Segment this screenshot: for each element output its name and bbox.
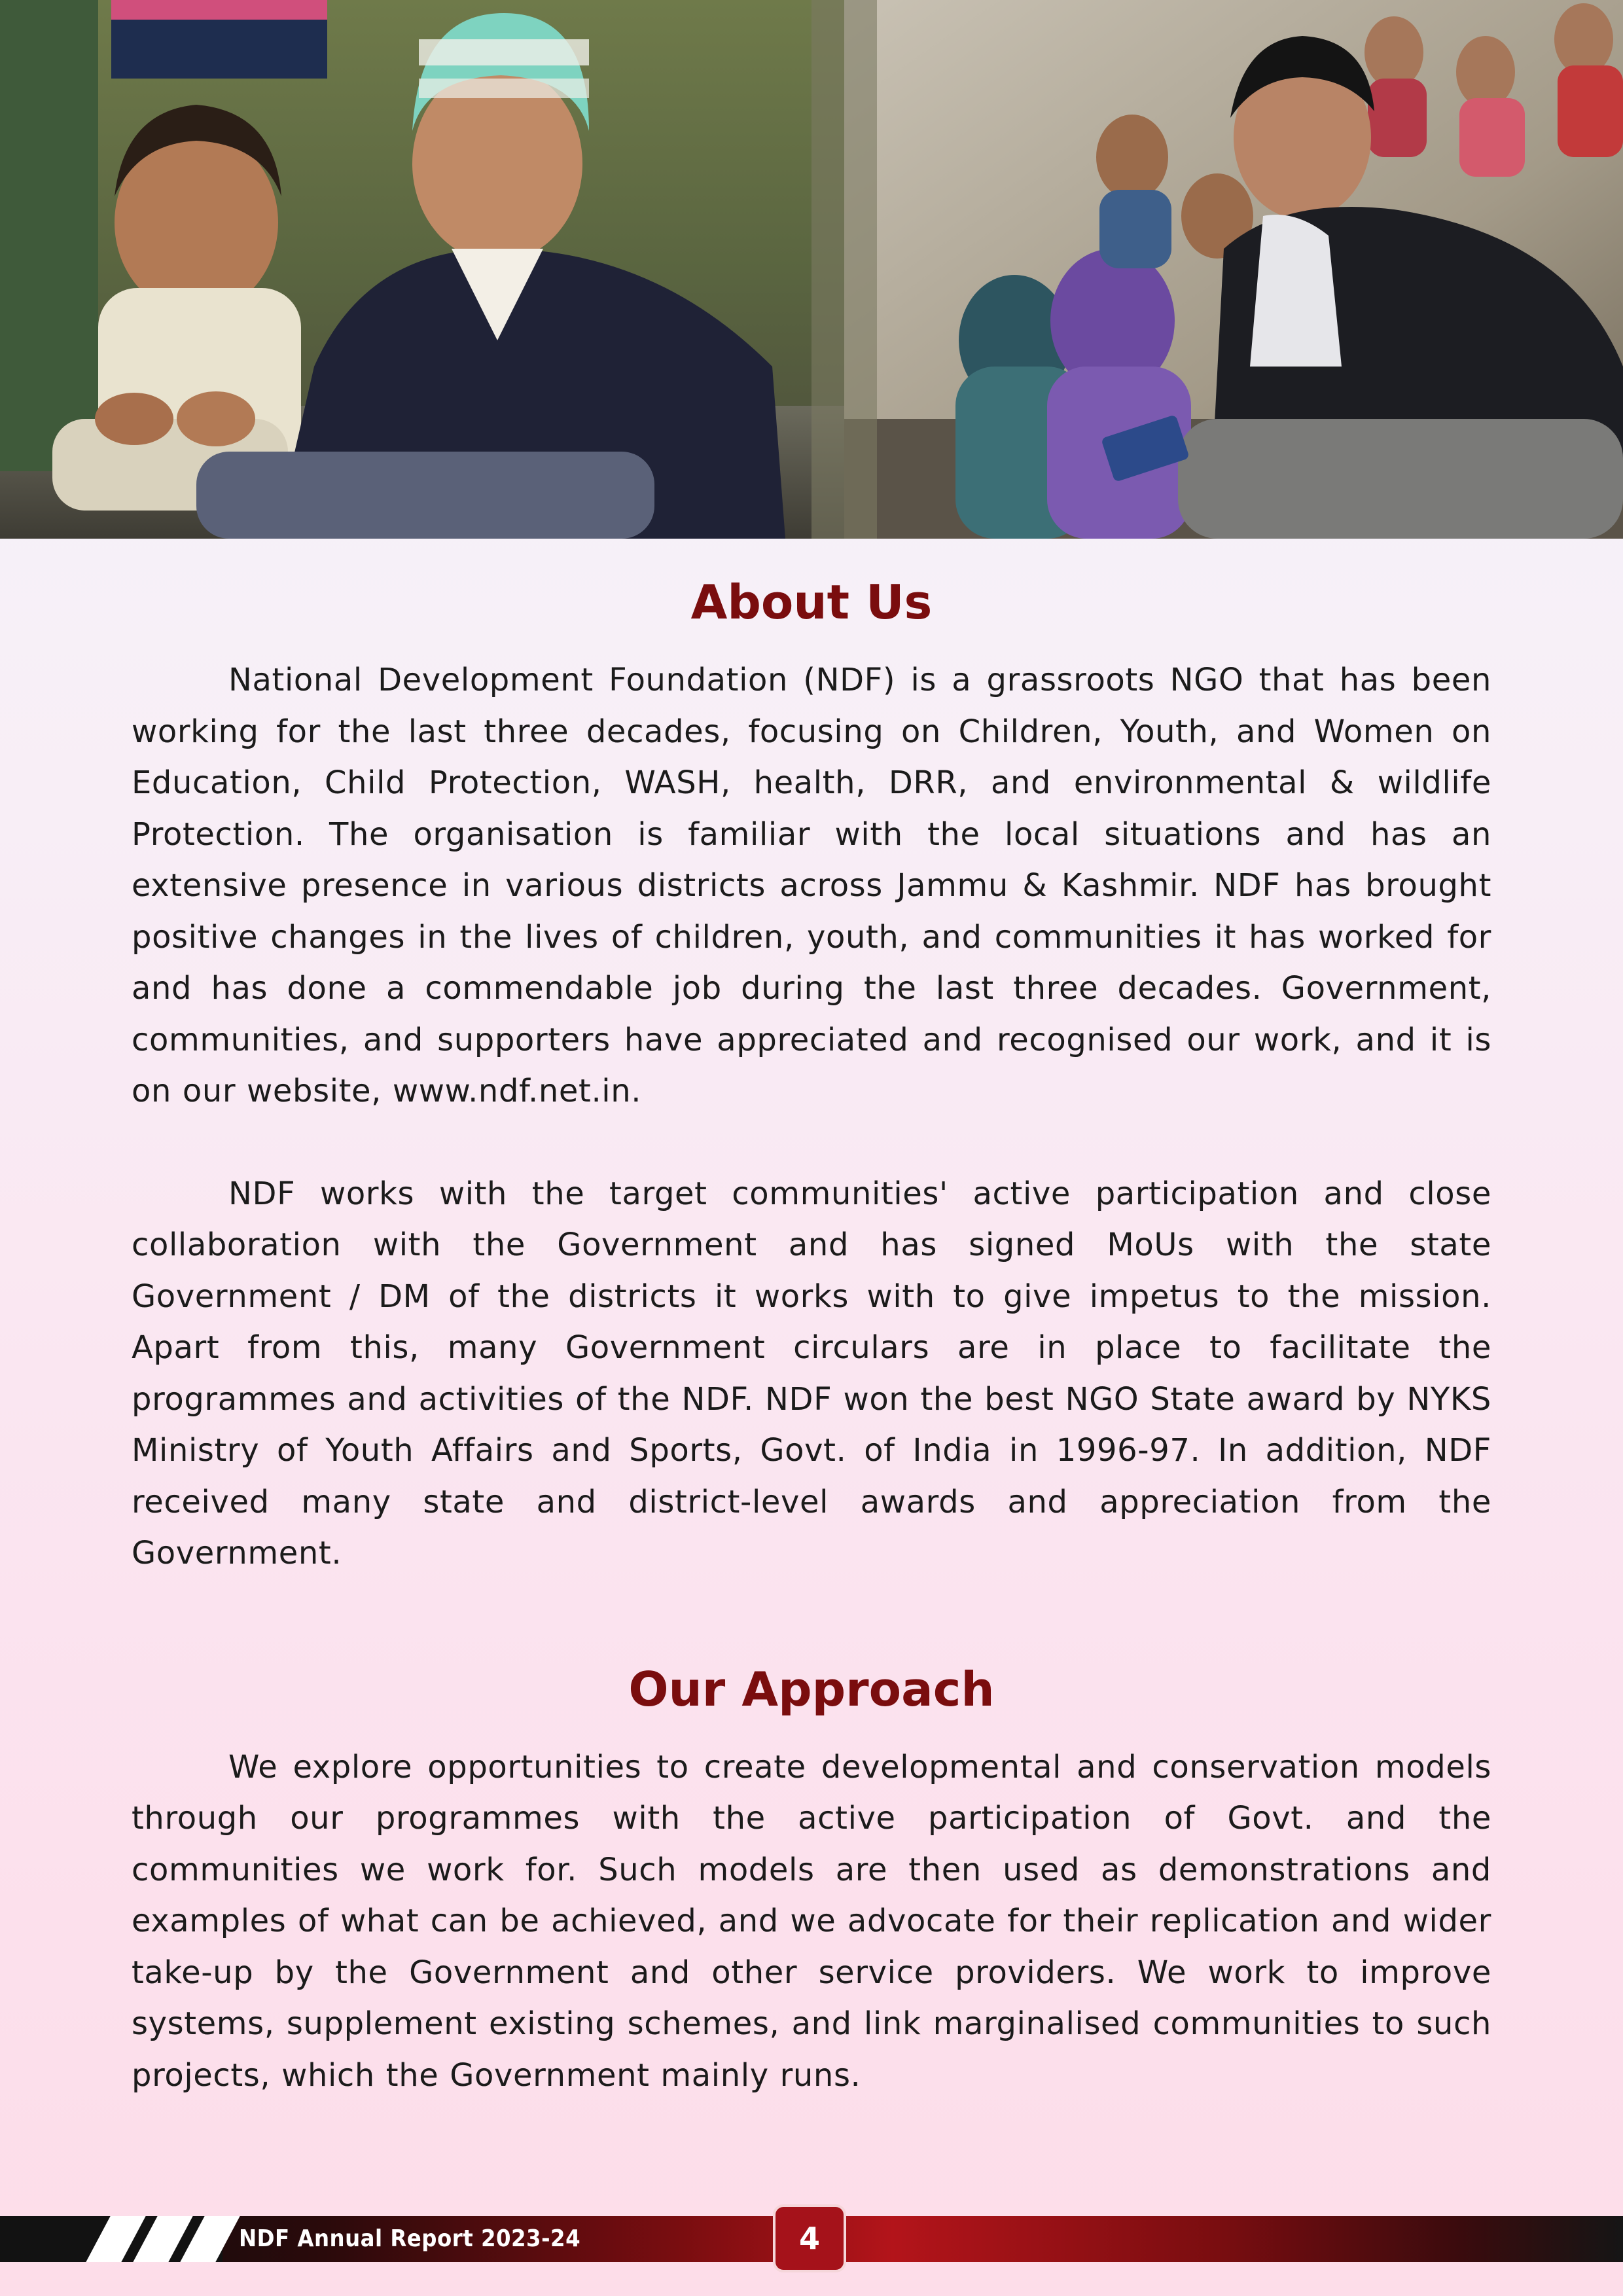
- page-content: [132, 569, 1491, 2101]
- header-photo: [0, 0, 1623, 539]
- page-footer: [0, 2216, 1623, 2262]
- about-us-heading: About Us: [690, 575, 933, 630]
- our-approach-heading: Our Approach: [628, 1661, 995, 1717]
- page-number: 4: [773, 2204, 846, 2272]
- footer-report-title: NDF Annual Report 2023-24: [239, 2225, 581, 2252]
- approach-paragraph-1: We explore opportunities to create developmental and conservation models through our programmes with the active participation of Govt. and the communities we work for. Such models are then used as demonstrations and examples of what can be achieved, and we advocate for their replication and wider take-up by the Government and other service providers. We work to improve systems, supplement existing schemes, and link marginalised communities to such projects, which the Government mainly runs.: [132, 1748, 1491, 2094]
- about-paragraph-1: National Development Foundation (NDF) is a grassroots NGO that has been working for the last three decades, focusing on Children, Youth, and Women on Education, Child Protection, WASH, health, DRR, and environmental & wildlife Protection. The organisation is familiar with the local situations and has an extensive presence in various districts across Jammu & Kashmir. NDF has brought positive changes in the lives of children, youth, and communities it has worked for and has done a commendable job during the last three decades. Government, communities, and supporters have appreciated and recognised our work, and it is on our website, www.ndf.net.in.: [132, 662, 1491, 1109]
- about-paragraph-2: NDF works with the target communities' active participation and close collaboration with the Government and has signed MoUs with the state Government / DM of the districts it works with to give impetus to the mission. Apart from this, many Government circulars are in place to facilitate the programmes and activities of the NDF. NDF won the best NGO State award by NYKS Ministry of Youth Affairs and Sports, Govt. of India in 1996-97. In addition, NDF received many state and district-level awards and appreciation from the Government.: [132, 1175, 1491, 1571]
